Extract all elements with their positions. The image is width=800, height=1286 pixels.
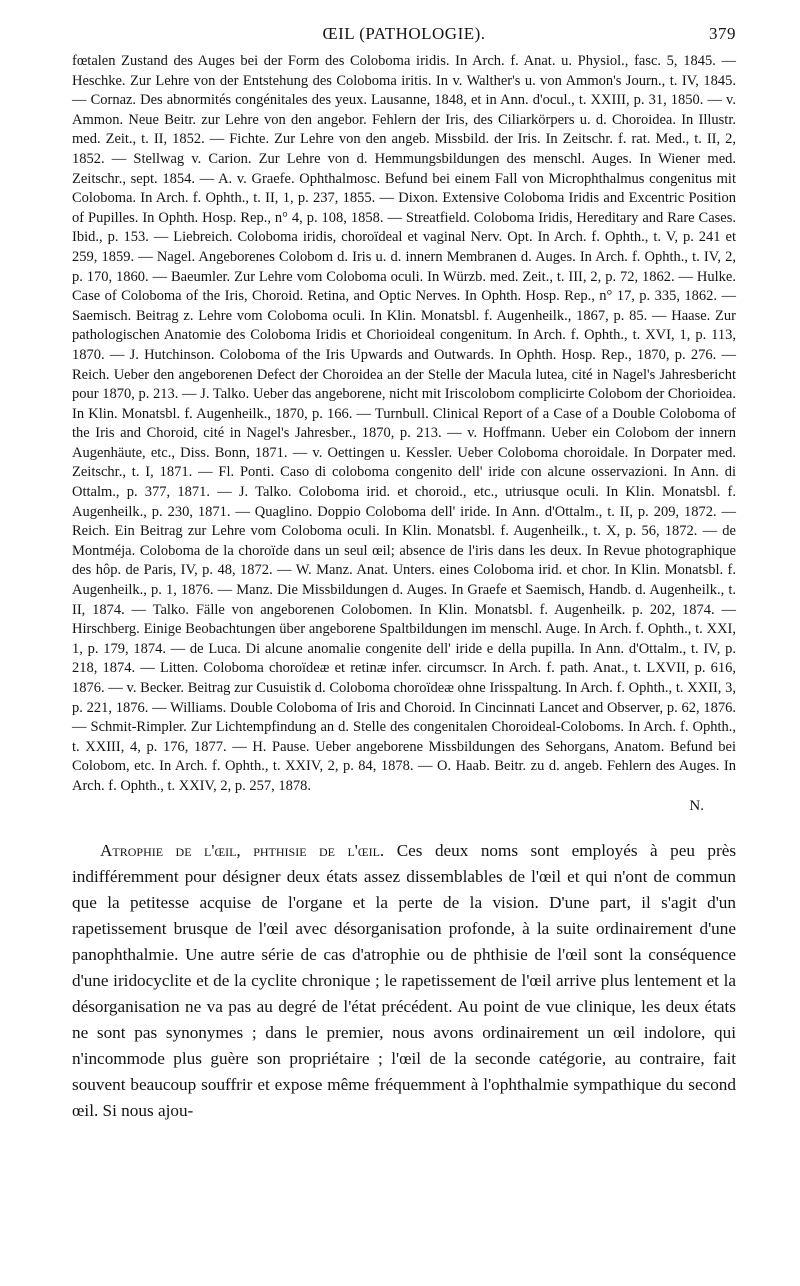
author-signature: N.: [689, 797, 704, 814]
running-title: ŒIL (PATHOLOGIE).: [322, 24, 486, 43]
article-heading: Atrophie de l'œil, phthisie de l'œil.: [100, 841, 385, 861]
article-paragraph: [72, 838, 736, 1124]
article-text: Ces deux noms sont employés à peu près indifféremment pour désigner deux états assez dissemblables de l'œil et qui n'ont de commun que la petitesse acquise de l'organe et la perte de la vision. D'une part, il s'agit d'un rapetissement brusque de l'œil avec désorganisation profonde, à la suite ordinairement d'une panophthalmie. Une autre série de cas d'atrophie ou de phthisie de l'œil sont la conséquence d'une iridocyclite et de la cyclite chronique ; le rapetissement de l'œil arrive plus lentement et la désorganisation ne va pas au degré de l'état précédent. Au point de vue clinique, les deux états ne sont pas synonymes ; dans le premier, nous avons ordinairement un œil indolore, qui n'incommode plus guère son propriétaire ; l'œil de la seconde catégorie, au contraire, fait souvent beaucoup souffrir et expose même fréquemment à l'ophthalmie sympathique du second œil. Si nous ajou-: [72, 841, 737, 1121]
bibliography-block: [72, 52, 736, 816]
bibliography-text: fœtalen Zustand des Auges bei der Form des Coloboma iridis. In Arch. f. Anat. u. Physiol., fasc. 5, 1845. — Heschke. Zur Lehre von der Entstehung des Coloboma iritis. In v. Walther's u. von Ammon's Journ., t. IV, 1845. — Cornaz. Des abnormités congénitales des yeux. Lausanne, 1848, et in Ann. d'ocul., t. XXIII, p. 31, 1850. — v. Ammon. Neue Beitr. zur Lehre von den angebor. Fehlern der Iris, des Ciliarkörpers u. d. Choroidea. In Illustr. med. Zeit., t. II, 1852. — Fichte. Zur Lehre von den angeb. Missbild. der Iris. In Zeitschr. f. rat. Med., t. II, 2, 1852. — Stellwag v. Carion. Zur Lehre von d. Hemmungsbildungen des menschl. Auges. In Wiener med. Zeitschr., sept. 1854. — A. v. Graefe. Ophthalmosc. Befund bei einem Fall von Microphthalmus congenitus mit Coloboma. In Arch. f. Ophth., t. II, 1, p. 237, 1855. — Dixon. Extensive Coloboma Iridis and Excentric Position of Pupilles. In Ophth. Hosp. Rep., n° 4, p. 108, 1858. — Streatfield. Coloboma Iridis, Hereditary and Rare Cases. Ibid., p. 153. — Liebreich. Coloboma iridis, choroïdeal et vaginal Nerv. Opt. In Arch. f. Ophth., t. V, p. 241 et 259, 1859. — Nagel. Angeborenes Colobom d. Iris u. d. innern Membranen d. Auges. In Arch. f. Ophth., t. IV, 2, p. 170, 1860. — Baeumler. Zur Lehre vom Coloboma oculi. In Würzb. med. Zeit., t. III, 2, p. 72, 1862. — Hulke. Case of Coloboma of the Iris, Choroid. Retina, and Optic Nerves. In Ophth. Hosp. Rep., n° 17, p. 335, 1862. — Saemisch. Beitrag z. Lehre vom Coloboma oculi. In Klin. Monatsbl. f. Augenheilk., 1867, p. 85. — Haase. Zur pathologischen Anatomie des Coloboma Iridis et Chorioideal congenitum. In Arch. f. Ophth., t. XVI, 1, p. 113, 1870. — J. Hutchinson. Coloboma of the Iris Upwards and Outwards. In Ophth. Hosp. Rep., 1870, p. 276. — Reich. Ueber den angeborenen Defect der Choroidea an der Stelle der Macula lutea, cité in Nagel's Jahresbericht pour 1870, p. 213. — J. Talko. Ueber das angeborene, nicht mit Iriscolobom complicirte Colobom der Chorioidea. In Klin. Monatsbl. f. Augenheilk., 1870, p. 166. — Turnbull. Clinical Report of a Case of a Double Coloboma of the Iris and Choroid, cité in Nagel's Jahresber., 1870, p. 213. — v. Hoffmann. Ueber ein Colobom der innern Augenhäute, etc., Diss. Bonn, 1871. — v. Oettingen u. Kessler. Ueber Coloboma choroidale. In Dorpater med. Zeitschr., t. I, 1871. — Fl. Ponti. Caso di coloboma congenito dell' iride con alcune osservazioni. In Ann. di Ottalm., p. 377, 1871. — J. Talko. Coloboma irid. et choroid., etc., utriusque oculi. In Klin. Monatsbl. f. Augenheilk., p. 230, 1871. — Quaglino. Doppio Coloboma dell' iride. In Ann. d'Ottalm., t. II, p. 209, 1872. — Reich. Ein Beitrag zur Lehre vom Coloboma oculi. In Klin. Monatsbl. f. Augenheilk., t. X, p. 56, 1872. — de Montméja. Coloboma de la choroïde dans un seul œil; absence de l'iris dans les deux. In Revue photographique des hôp. de Paris, IV, p. 48, 1872. — W. Manz. Anat. Unters. eines Coloboma irid. et chor. In Klin. Monatsbl. f. Augenheilk., p. 1, 1876. — Manz. Die Missbildungen d. Auges. In Graefe et Saemisch, Handb. d. Augenheilk., t. II, 1874. — Talko. Fälle von angeborenen Colobomen. In Klin. Monatsbl. f. Augenheilk. p. 202, 1874. — Hirschberg. Einige Beobachtungen über angeborene Spaltbildungen im menschl. Auge. In Arch. f. Ophth., t. XXI, 1, p. 179, 1874. — de Luca. Di alcune anomalie congenite dell' iride e della pupilla. In Ann. d'Ottalm., t. IV, p. 218, 1874. — Litten. Coloboma choroïdeæ et retinæ infer. circumscr. In Arch. f. path. Anat., t. LXVII, p. 616, 1876. — v. Becker. Beitrag zur Cusuistik d. Coloboma choroïdeæ ohne Irisspaltung. In Arch. f. Ophth., t. XXII, 3, p. 221, 1876. — Williams. Double Coloboma of Iris and Choroid. In Cincinnati Lancet and Observer, p. 62, 1876. — Schmit-Rimpler. Zur Lichtempfindung an d. Stelle des congenitalen Choroideal-Coloboms. In Arch. f. Ophth., t. XXIII, 4, p. 176, 1877. — H. Pause. Ueber angeborene Missbildungen des Sehorgans, Anatom. Befund bei Colobom, etc. In Arch. f. Ophth., t. XXIV, 2, p. 84, 1878. — O. Haab. Beitr. zu d. angeb. Fehlern des Auges. In Arch. f. Ophth., t. XXIV, 2, p. 257, 1878.: [72, 53, 736, 794]
page-number: 379: [709, 24, 736, 43]
running-head: [72, 18, 736, 52]
